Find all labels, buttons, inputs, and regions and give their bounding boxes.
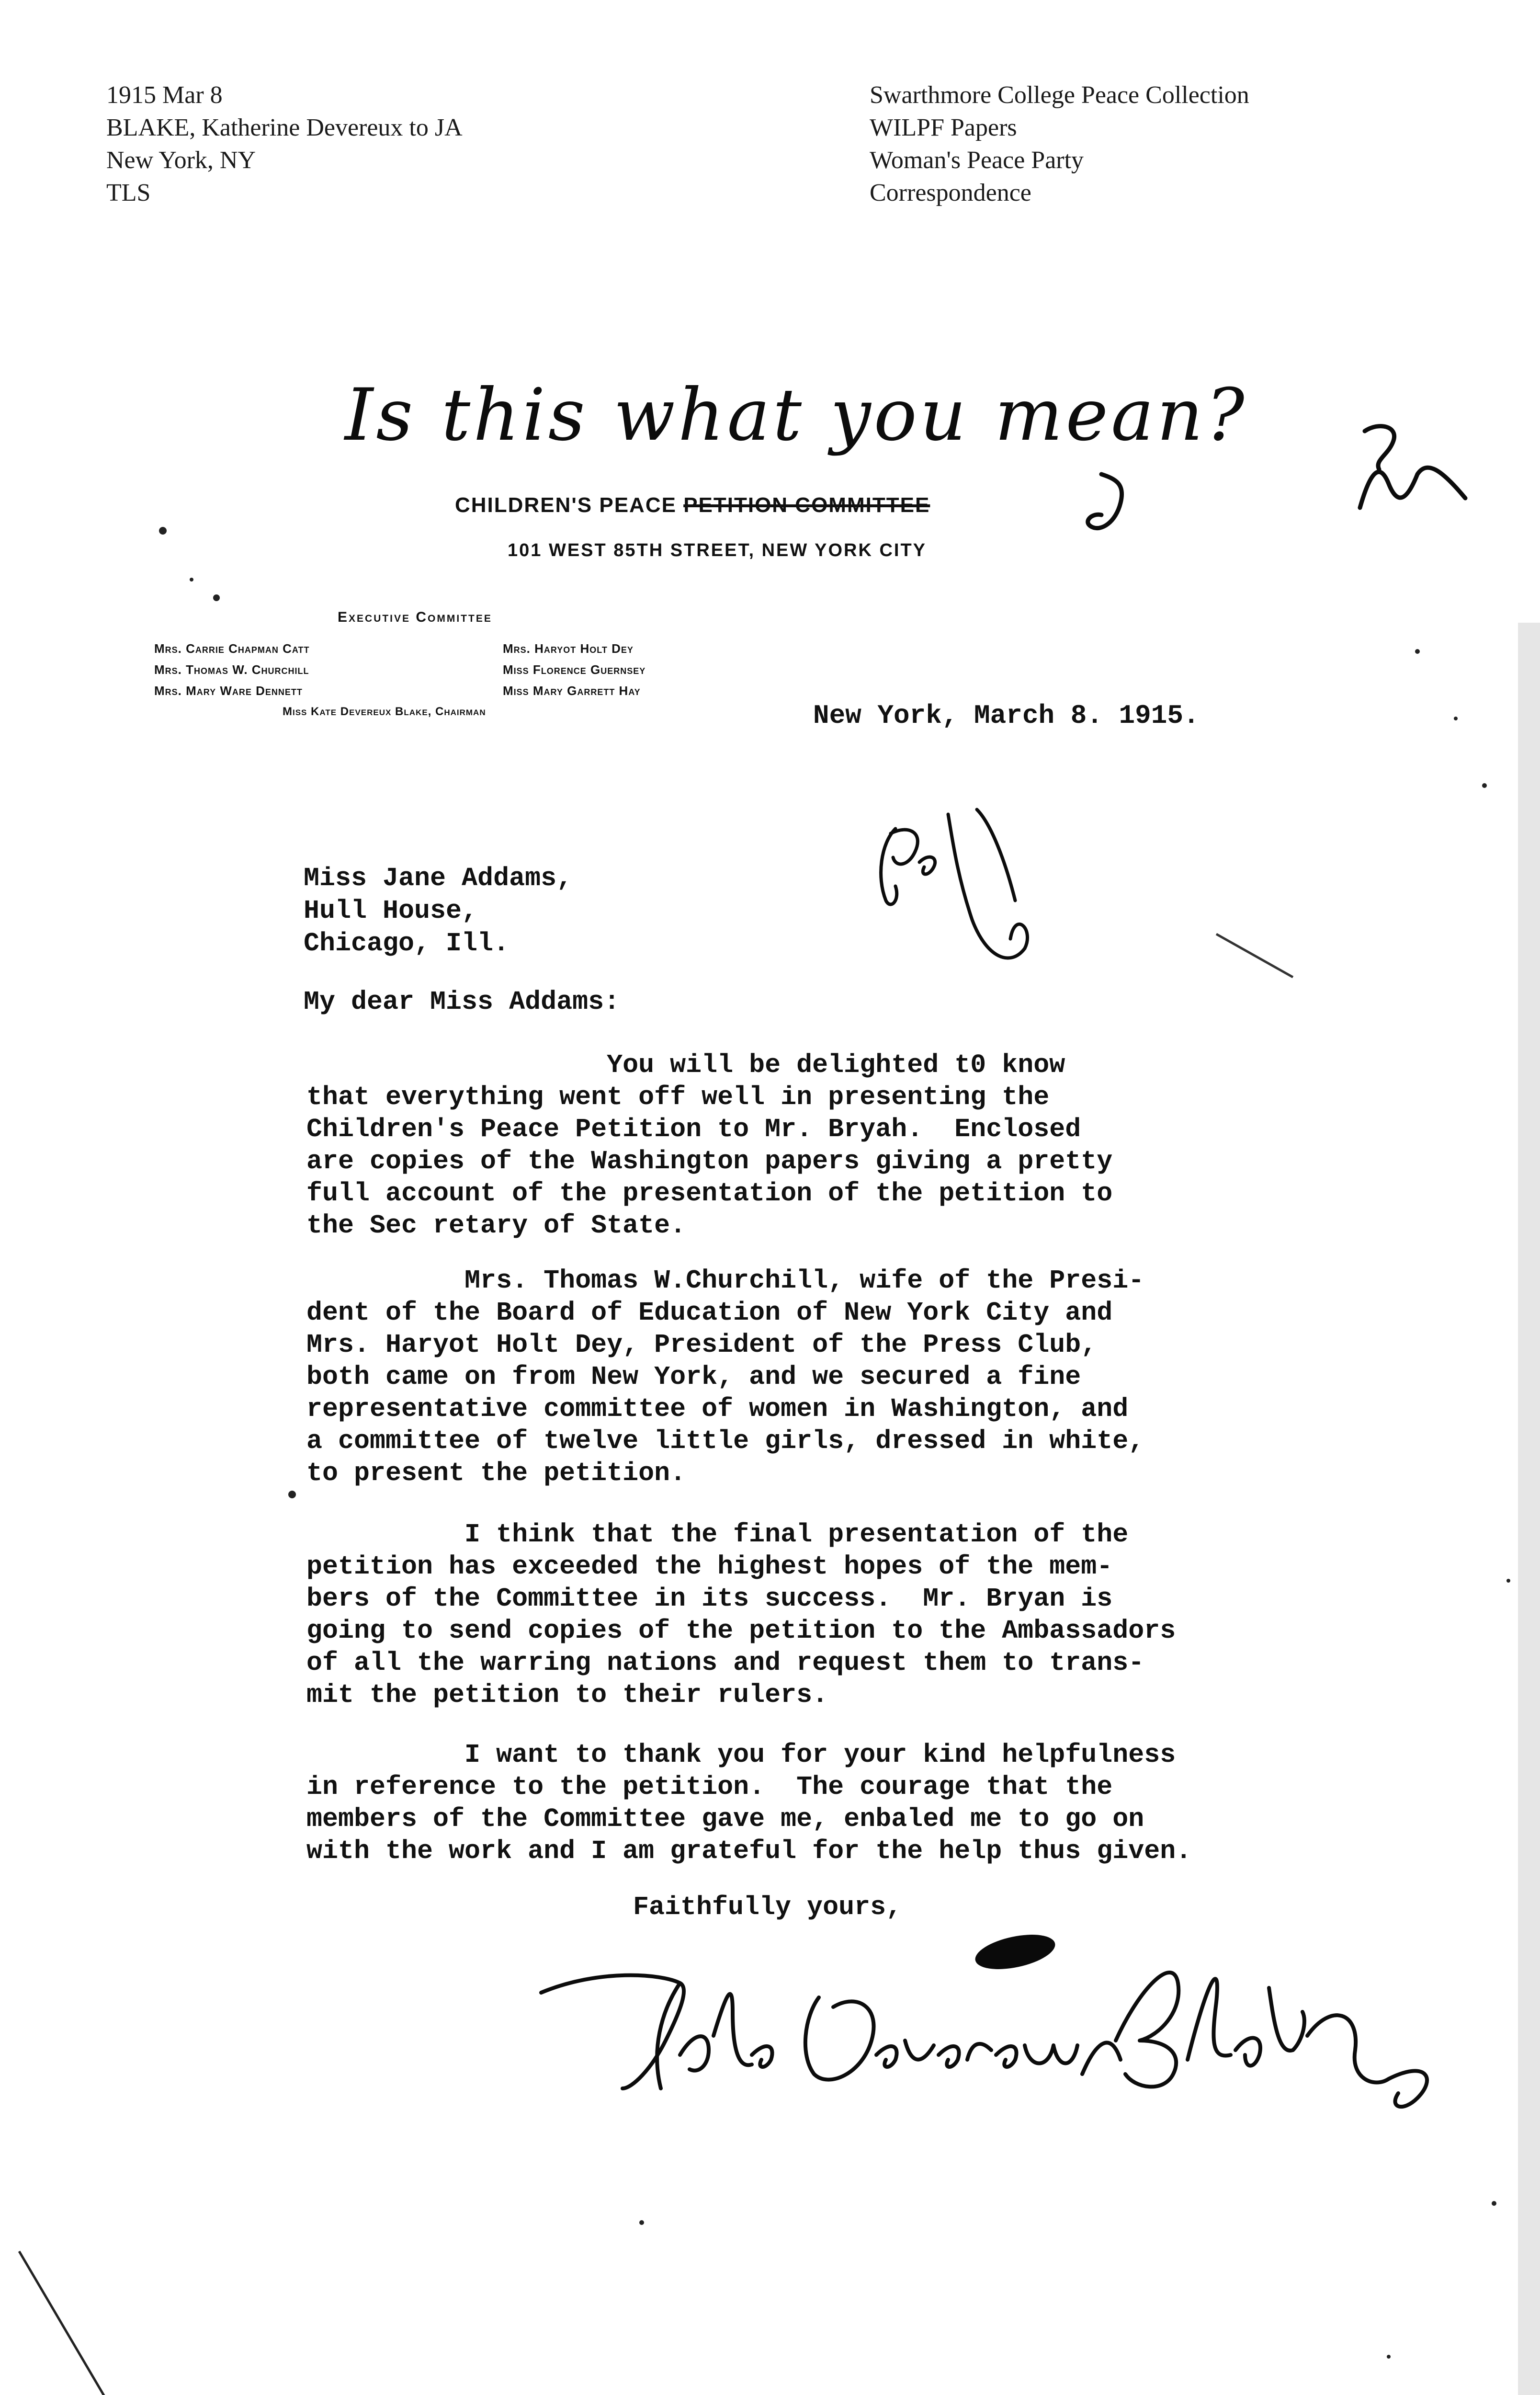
paragraph-line: going to send copies of the petition to the Ambassadors xyxy=(306,1616,1176,1646)
paragraph-line: that everything went off well in presenting the xyxy=(306,1082,1050,1112)
paragraph-line: petition has exceeded the highest hopes of the mem- xyxy=(306,1551,1113,1582)
archive-subseries: Correspondence xyxy=(870,179,1031,206)
body-paragraph-1 xyxy=(306,1049,1112,1242)
handwritten-note: Is this what you mean? xyxy=(345,374,1247,457)
paragraph-line: I think that the final presentation of the xyxy=(306,1519,1129,1550)
archive-correspondents: BLAKE, Katherine Devereux to JA xyxy=(106,114,463,141)
paragraph-line: Mrs. Thomas W.Churchill, wife of the Presi- xyxy=(306,1266,1144,1296)
paragraph-line: representative committee of women in Washington, and xyxy=(306,1394,1129,1424)
margin-mark-rep xyxy=(881,810,1028,958)
paragraph-line: dent of the Board of Education of New York City and xyxy=(306,1298,1113,1328)
paragraph-line: I want to thank you for your kind helpfulness xyxy=(306,1740,1176,1770)
recipient-institution: Hull House, xyxy=(304,896,478,926)
executive-members-left xyxy=(154,638,310,701)
archive-collection: Swarthmore College Peace Collection xyxy=(870,81,1249,109)
letterhead-address: 101 WEST 85TH STREET, NEW YORK CITY xyxy=(508,540,927,560)
archive-date: 1915 Mar 8 xyxy=(106,81,223,109)
archive-papers: WILPF Papers xyxy=(870,114,1017,141)
body-paragraph-3 xyxy=(306,1518,1176,1711)
paragraph-line: bers of the Committee in its success. Mr. Bryan is xyxy=(306,1584,1113,1614)
committee-member: Mrs. Mary Ware Dennett xyxy=(154,684,303,698)
paragraph-line: in reference to the petition. The courage that the xyxy=(306,1772,1113,1802)
ink-blot xyxy=(972,1928,1058,1975)
letterhead-title-struck: PETITION COMMITTEE xyxy=(683,493,930,517)
body-paragraph-4 xyxy=(306,1739,1191,1867)
archive-header-left xyxy=(106,79,463,209)
paragraph-line: Children's Peace Petition to Mr. Bryah. Enclosed xyxy=(306,1114,1081,1144)
paragraph-line: to present the petition. xyxy=(306,1458,686,1488)
committee-chairman: Miss Kate Devereux Blake, Chairman xyxy=(283,705,486,718)
committee-member: Mrs. Carrie Chapman Catt xyxy=(154,641,310,656)
archive-series: Woman's Peace Party xyxy=(870,147,1084,174)
paragraph-line: full account of the presentation of the petition to xyxy=(306,1178,1113,1209)
paragraph-line: with the work and I am grateful for the help thus given. xyxy=(306,1836,1192,1866)
paragraph-line: both came on from New York, and we secured a fine xyxy=(306,1362,1081,1392)
archive-header-right xyxy=(870,79,1249,209)
committee-member: Mrs. Thomas W. Churchill xyxy=(154,662,309,677)
paragraph-line: are copies of the Washington papers giving a pretty xyxy=(306,1146,1113,1176)
body-paragraph-2 xyxy=(306,1265,1144,1489)
committee-member: Mrs. Haryot Holt Dey xyxy=(503,641,634,656)
recipient-name: Miss Jane Addams, xyxy=(304,863,573,893)
paragraph-line: mit the petition to their rulers. xyxy=(306,1680,828,1710)
letterhead-title-main: CHILDREN'S PEACE xyxy=(455,493,684,517)
paragraph-line: the Sec retary of State. xyxy=(306,1210,686,1241)
closing: Faithfully yours, xyxy=(633,1892,902,1922)
paragraph-line: members of the Committee gave me, enbaled me to go on xyxy=(306,1804,1144,1834)
recipient-city: Chicago, Ill. xyxy=(304,928,510,958)
committee-member: Miss Florence Guernsey xyxy=(503,662,646,677)
dateline: New York, March 8. 1915. xyxy=(813,700,1200,731)
archive-format: TLS xyxy=(106,179,151,206)
committee-member: Miss Mary Garrett Hay xyxy=(503,684,641,698)
salutation: My dear Miss Addams: xyxy=(304,987,620,1017)
executive-committee-label: Executive Committee xyxy=(338,609,492,625)
recipient-address xyxy=(304,862,572,960)
letterhead-title xyxy=(455,493,1068,517)
stray-stroke xyxy=(1216,934,1293,977)
paragraph-line: a committee of twelve little girls, dressed in white, xyxy=(306,1426,1144,1456)
paragraph-line: of all the warring nations and request them to trans- xyxy=(306,1648,1144,1678)
signature xyxy=(541,1973,1427,2107)
corner-fold-line xyxy=(19,2251,115,2395)
archive-place: New York, NY xyxy=(106,147,256,174)
right-edge-shadow xyxy=(1518,623,1540,2395)
executive-members-right xyxy=(503,638,645,701)
paragraph-line: You will be delighted t0 know xyxy=(306,1050,1065,1080)
paragraph-line: Mrs. Haryot Holt Dey, President of the Press Club, xyxy=(306,1330,1097,1360)
